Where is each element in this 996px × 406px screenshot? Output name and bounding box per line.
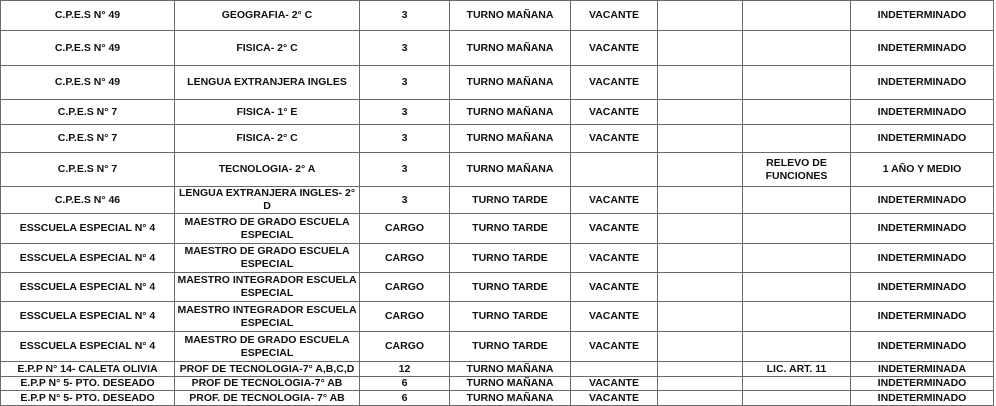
subject-cell: FISICA- 2° C xyxy=(175,31,360,66)
status-cell: VACANTE xyxy=(571,332,658,362)
table-row xyxy=(1,362,994,377)
hours-cell: 6 xyxy=(360,391,450,406)
duration-cell: INDETERMINADO xyxy=(851,273,994,302)
duration-cell: INDETERMINADO xyxy=(851,302,994,332)
status-cell xyxy=(571,362,658,377)
hours-cell: 12 xyxy=(360,362,450,377)
empty-cell xyxy=(658,244,743,273)
reason-cell: LIC. ART. 11 xyxy=(743,362,851,377)
empty-cell xyxy=(658,302,743,332)
hours-cell: 6 xyxy=(360,377,450,391)
hours-cell: CARGO xyxy=(360,273,450,302)
empty-cell xyxy=(658,391,743,406)
duration-cell: INDETERMINADO xyxy=(851,100,994,125)
reason-cell xyxy=(743,214,851,244)
duration-cell: INDETERMINADO xyxy=(851,1,994,31)
shift-cell: TURNO MAÑANA xyxy=(450,1,571,31)
hours-cell: 3 xyxy=(360,100,450,125)
shift-cell: TURNO MAÑANA xyxy=(450,31,571,66)
hours-cell: CARGO xyxy=(360,244,450,273)
empty-cell xyxy=(658,31,743,66)
shift-cell: TURNO MAÑANA xyxy=(450,362,571,377)
reason-cell xyxy=(743,31,851,66)
subject-cell: PROF. DE TECNOLOGIA- 7° AB xyxy=(175,391,360,406)
hours-cell: 3 xyxy=(360,153,450,187)
status-cell: VACANTE xyxy=(571,377,658,391)
reason-cell xyxy=(743,1,851,31)
reason-cell xyxy=(743,273,851,302)
status-cell: VACANTE xyxy=(571,1,658,31)
subject-cell: MAESTRO DE GRADO ESCUELA ESPECIAL xyxy=(175,332,360,362)
reason-cell xyxy=(743,391,851,406)
subject-cell: MAESTRO DE GRADO ESCUELA ESPECIAL xyxy=(175,244,360,273)
shift-cell: TURNO TARDE xyxy=(450,244,571,273)
empty-cell xyxy=(658,100,743,125)
table-row xyxy=(1,214,994,244)
empty-cell xyxy=(658,273,743,302)
subject-cell: MAESTRO INTEGRADOR ESCUELA ESPECIAL xyxy=(175,302,360,332)
duration-cell: INDETERMINADO xyxy=(851,377,994,391)
subject-cell: MAESTRO DE GRADO ESCUELA ESPECIAL xyxy=(175,214,360,244)
shift-cell: TURNO TARDE xyxy=(450,332,571,362)
table-row xyxy=(1,66,994,100)
school-cell: ESSCUELA ESPECIAL N° 4 xyxy=(1,302,175,332)
empty-cell xyxy=(658,214,743,244)
school-cell: ESSCUELA ESPECIAL N° 4 xyxy=(1,332,175,362)
school-cell: ESSCUELA ESPECIAL N° 4 xyxy=(1,244,175,273)
status-cell: VACANTE xyxy=(571,244,658,273)
status-cell: VACANTE xyxy=(571,214,658,244)
reason-cell xyxy=(743,302,851,332)
table-row xyxy=(1,377,994,391)
shift-cell: TURNO MAÑANA xyxy=(450,391,571,406)
duration-cell: INDETERMINADO xyxy=(851,391,994,406)
table-row xyxy=(1,332,994,362)
empty-cell xyxy=(658,187,743,214)
hours-cell: 3 xyxy=(360,125,450,153)
reason-cell xyxy=(743,100,851,125)
duration-cell: INDETERMINADO xyxy=(851,125,994,153)
subject-cell: TECNOLOGIA- 2° A xyxy=(175,153,360,187)
reason-cell xyxy=(743,66,851,100)
school-cell: C.P.E.S N° 49 xyxy=(1,1,175,31)
shift-cell: TURNO TARDE xyxy=(450,302,571,332)
duration-cell: INDETERMINADO xyxy=(851,31,994,66)
school-cell: E.P.P N° 5- PTO. DESEADO xyxy=(1,377,175,391)
duration-cell: INDETERMINADO xyxy=(851,187,994,214)
table-row xyxy=(1,244,994,273)
status-cell: VACANTE xyxy=(571,273,658,302)
table-row xyxy=(1,100,994,125)
empty-cell xyxy=(658,153,743,187)
school-cell: C.P.E.S N° 49 xyxy=(1,31,175,66)
hours-cell: CARGO xyxy=(360,332,450,362)
duration-cell: INDETERMINADO xyxy=(851,214,994,244)
table-row xyxy=(1,31,994,66)
shift-cell: TURNO MAÑANA xyxy=(450,125,571,153)
shift-cell: TURNO MAÑANA xyxy=(450,66,571,100)
table-row xyxy=(1,187,994,214)
shift-cell: TURNO MAÑANA xyxy=(450,153,571,187)
empty-cell xyxy=(658,1,743,31)
status-cell: VACANTE xyxy=(571,66,658,100)
status-cell: VACANTE xyxy=(571,31,658,66)
school-cell: C.P.E.S N° 7 xyxy=(1,125,175,153)
vacancy-table-body xyxy=(1,1,994,406)
duration-cell: INDETERMINADA xyxy=(851,362,994,377)
hours-cell: 3 xyxy=(360,31,450,66)
hours-cell: CARGO xyxy=(360,214,450,244)
hours-cell: CARGO xyxy=(360,302,450,332)
status-cell: VACANTE xyxy=(571,391,658,406)
school-cell: C.P.E.S N° 46 xyxy=(1,187,175,214)
subject-cell: LENGUA EXTRANJERA INGLES- 2° D xyxy=(175,187,360,214)
table-row xyxy=(1,273,994,302)
table-row xyxy=(1,153,994,187)
school-cell: C.P.E.S N° 49 xyxy=(1,66,175,100)
duration-cell: 1 AÑO Y MEDIO xyxy=(851,153,994,187)
empty-cell xyxy=(658,362,743,377)
reason-cell xyxy=(743,244,851,273)
status-cell: VACANTE xyxy=(571,302,658,332)
subject-cell: FISICA- 1° E xyxy=(175,100,360,125)
table-row xyxy=(1,391,994,406)
school-cell: E.P.P N° 14- CALETA OLIVIA xyxy=(1,362,175,377)
reason-cell xyxy=(743,332,851,362)
reason-cell: RELEVO DE FUNCIONES xyxy=(743,153,851,187)
duration-cell: INDETERMINADO xyxy=(851,66,994,100)
school-cell: ESSCUELA ESPECIAL N° 4 xyxy=(1,214,175,244)
table-row xyxy=(1,302,994,332)
subject-cell: FISICA- 2° C xyxy=(175,125,360,153)
table-row xyxy=(1,125,994,153)
empty-cell xyxy=(658,377,743,391)
subject-cell: PROF DE TECNOLOGIA-7° A,B,C,D xyxy=(175,362,360,377)
hours-cell: 3 xyxy=(360,66,450,100)
table-row xyxy=(1,1,994,31)
subject-cell: GEOGRAFIA- 2° C xyxy=(175,1,360,31)
shift-cell: TURNO TARDE xyxy=(450,187,571,214)
reason-cell xyxy=(743,377,851,391)
status-cell: VACANTE xyxy=(571,187,658,214)
empty-cell xyxy=(658,66,743,100)
duration-cell: INDETERMINADO xyxy=(851,332,994,362)
shift-cell: TURNO TARDE xyxy=(450,214,571,244)
duration-cell: INDETERMINADO xyxy=(851,244,994,273)
shift-cell: TURNO MAÑANA xyxy=(450,377,571,391)
subject-cell: PROF DE TECNOLOGIA-7° AB xyxy=(175,377,360,391)
empty-cell xyxy=(658,332,743,362)
hours-cell: 3 xyxy=(360,1,450,31)
school-cell: E.P.P N° 5- PTO. DESEADO xyxy=(1,391,175,406)
subject-cell: MAESTRO INTEGRADOR ESCUELA ESPECIAL xyxy=(175,273,360,302)
school-cell: C.P.E.S N° 7 xyxy=(1,100,175,125)
subject-cell: LENGUA EXTRANJERA INGLES xyxy=(175,66,360,100)
shift-cell: TURNO TARDE xyxy=(450,273,571,302)
status-cell xyxy=(571,153,658,187)
empty-cell xyxy=(658,125,743,153)
hours-cell: 3 xyxy=(360,187,450,214)
status-cell: VACANTE xyxy=(571,125,658,153)
status-cell: VACANTE xyxy=(571,100,658,125)
shift-cell: TURNO MAÑANA xyxy=(450,100,571,125)
school-cell: C.P.E.S N° 7 xyxy=(1,153,175,187)
school-cell: ESSCUELA ESPECIAL N° 4 xyxy=(1,273,175,302)
reason-cell xyxy=(743,125,851,153)
reason-cell xyxy=(743,187,851,214)
